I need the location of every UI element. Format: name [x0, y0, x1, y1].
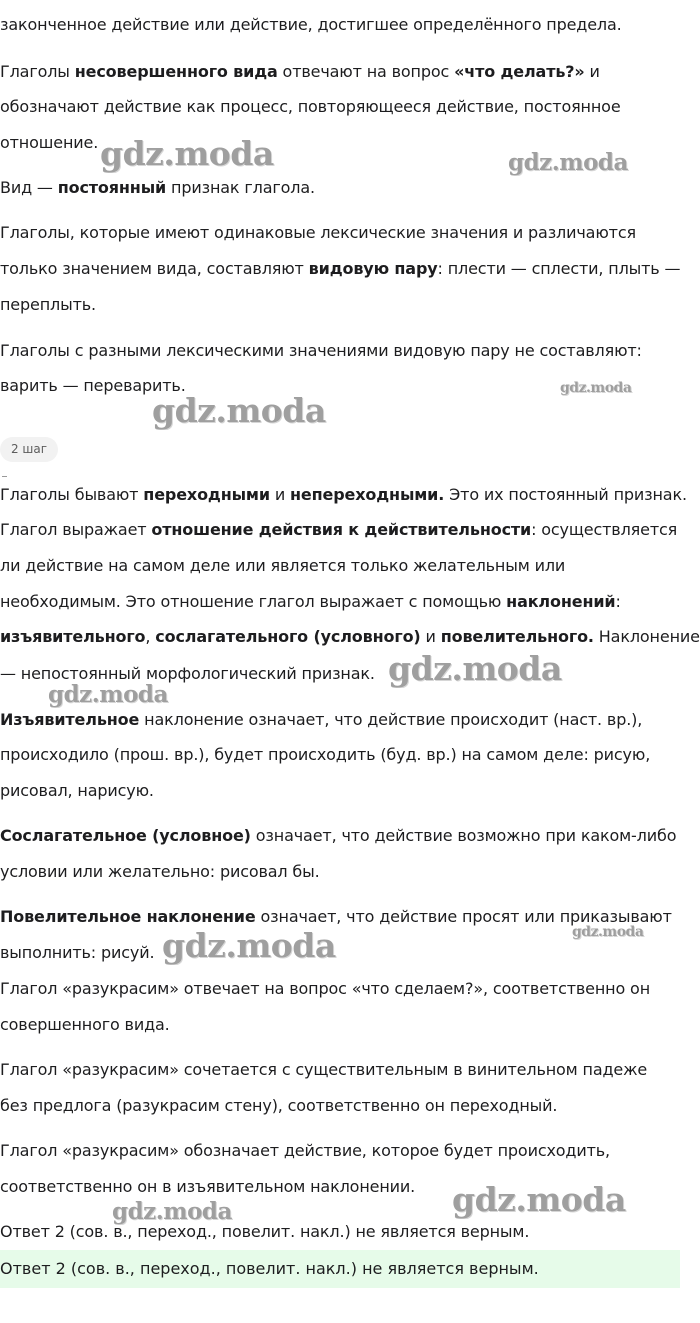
text-line: соответственно он в изъявительном наклонении. — [0, 1177, 416, 1196]
text-line: законченное действие или действие, достигшее определённого предела. — [0, 15, 622, 34]
text-line: переплыть. — [0, 295, 96, 314]
emphasis: повелительного. — [440, 627, 594, 646]
text-line: Ответ 2 (сов. в., переход., повелит. накл.) не является верным. — [0, 1222, 530, 1241]
text-line: совершенного вида. — [0, 1015, 170, 1034]
text-line: Глагол «разукрасим» отвечает на вопрос «что сделаем?», соответственно он — [0, 979, 651, 998]
emphasis: сослагательного (условного) — [155, 627, 421, 646]
text-line: только значением вида, составляют видовую пару: плести — сплести, плыть — — [0, 259, 681, 278]
text-line: выполнить: рисуй. — [0, 943, 155, 962]
emphasis: постоянный — [57, 178, 167, 197]
text-line: Глаголы бывают переходными и непереходными. Это их постоянный признак. — [0, 485, 687, 504]
text-line: Глаголы несовершенного вида отвечают на вопрос «что делать?» и — [0, 62, 600, 81]
emphasis: Повелительное наклонение — [0, 907, 256, 926]
emphasis: изъявительного — [0, 627, 146, 646]
text-line: Изъявительное наклонение означает, что действие происходит (наст. вр.), — [0, 710, 643, 729]
watermark: gdz.moda — [48, 681, 168, 708]
watermark: gdz.moda — [100, 134, 274, 173]
emphasis: наклонений — [506, 592, 616, 611]
text-line: ли действие на самом деле или является только желательным или — [0, 556, 566, 575]
text-line: необходимым. Это отношение глагол выражает с помощью наклонений: — [0, 592, 621, 611]
text-line: отношение. — [0, 133, 99, 152]
text-line: происходило (прош. вр.), будет происходить (буд. вр.) на самом деле: рисую, — [0, 745, 651, 764]
text-line: Сослагательное (условное) означает, что действие возможно при каком-либо — [0, 826, 677, 845]
text-line: Глагол «разукрасим» сочетается с существительным в винительном падеже — [0, 1060, 648, 1079]
text-line: условии или желательно: рисовал бы. — [0, 862, 320, 881]
text-line: Глаголы с разными лексическими значениями видовую пару не составляют: — [0, 341, 642, 360]
text-line: изъявительного, сослагательного (условного) и повелительного. Наклонение — [0, 627, 700, 646]
watermark: gdz.moda — [152, 391, 326, 430]
emphasis: несовершенного вида — [74, 62, 278, 81]
emphasis: Изъявительное — [0, 710, 140, 729]
text-line: Глаголы, которые имеют одинаковые лексические значения и различаются — [0, 223, 636, 242]
emphasis: Сослагательное (условное) — [0, 826, 251, 845]
watermark: gdz.moda — [162, 926, 336, 965]
text-line: Глагол выражает отношение действия к действительности: осуществляется — [0, 520, 678, 539]
emphasis: отношение действия к действительности — [151, 520, 532, 539]
text-line: Повелительное наклонение означает, что действие просят или приказывают — [0, 907, 672, 926]
answer-highlight — [0, 1250, 680, 1288]
text-line: варить — переварить. — [0, 376, 186, 395]
answer-text: Ответ 2 (сов. в., переход., повелит. накл.) не является верным. — [0, 1259, 539, 1278]
emphasis: непереходными. — [290, 485, 445, 504]
watermark: gdz.moda — [388, 649, 562, 688]
text-line: обозначают действие как процесс, повторяющееся действие, постоянное — [0, 97, 621, 116]
text-line: рисовал, нарисую. — [0, 781, 154, 800]
watermark: gdz.moda — [560, 380, 632, 396]
watermark: gdz.moda — [452, 1180, 626, 1219]
divider — [2, 476, 7, 477]
text-line: без предлога (разукрасим стену), соответственно он переходный. — [0, 1096, 558, 1115]
text-line: Глагол «разукрасим» обозначает действие, которое будет происходить, — [0, 1141, 610, 1160]
text-line: — непостоянный морфологический признак. — [0, 664, 375, 683]
emphasis: «что делать?» — [454, 62, 585, 81]
emphasis: видовую пару — [308, 259, 438, 278]
watermark: gdz.moda — [112, 1198, 232, 1225]
emphasis: переходными — [143, 485, 270, 504]
text-line: Вид — постоянный признак глагола. — [0, 178, 315, 197]
watermark: gdz.moda — [572, 924, 644, 940]
watermark: gdz.moda — [508, 149, 628, 176]
step-badge: 2 шаг — [0, 437, 58, 462]
